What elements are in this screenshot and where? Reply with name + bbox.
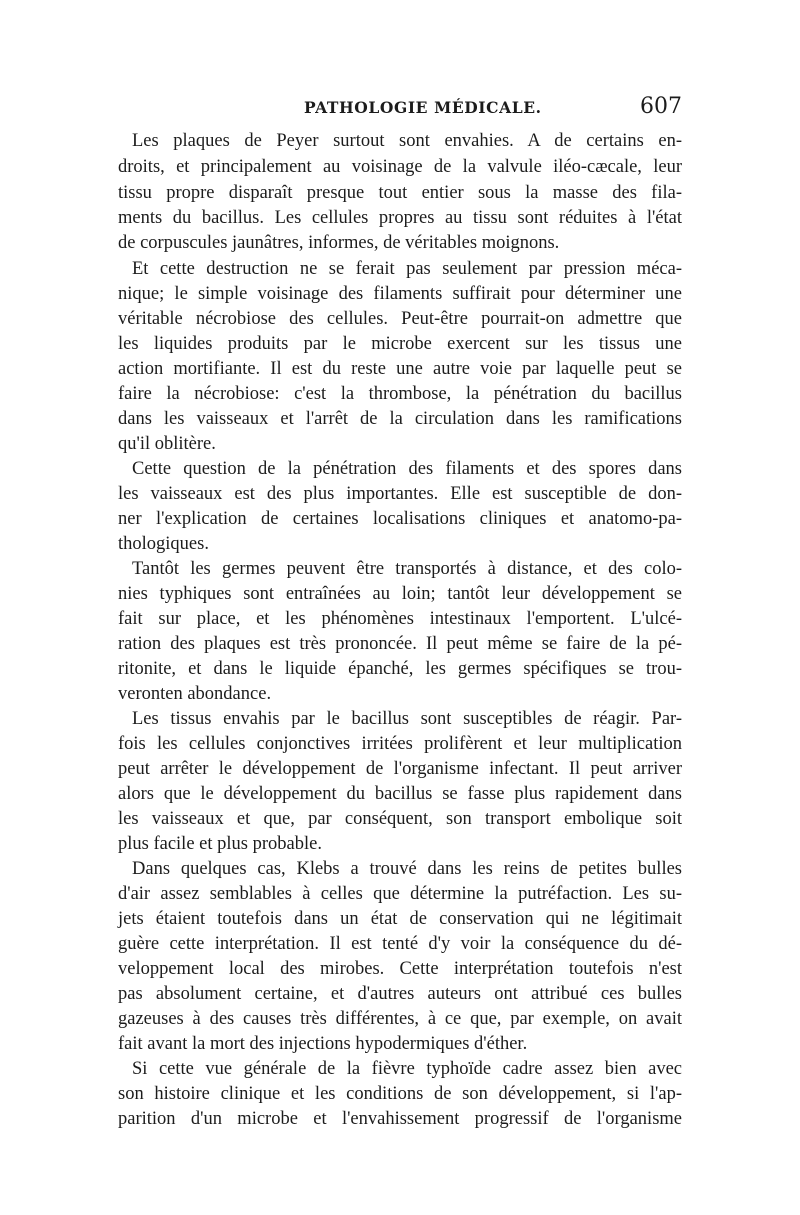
running-header: [116, 94, 682, 124]
text-line: de corpuscules jaunâtres, informes, de véritables moignons.: [118, 233, 560, 253]
text-line: veronten abondance.: [118, 684, 272, 704]
text-line: Cette question de la pénétration des filaments et des spores dans: [132, 459, 682, 479]
text-line: Les tissus envahis par le bacillus sont susceptibles de réagir. Par-: [132, 709, 682, 729]
header-title: PATHOLOGIE MÉDICALE.: [304, 98, 542, 117]
text-line: Si cette vue générale de la fièvre typhoïde cadre assez bien avec: [132, 1059, 682, 1079]
text-line: dans les vaisseaux et l'arrêt de la circulation dans les ramifications: [118, 409, 682, 429]
text-line: Dans quelques cas, Klebs a trouvé dans les reins de petites bulles: [132, 859, 682, 879]
text-line: droits, et principalement au voisinage de la valvule iléo-cæcale, leur: [118, 157, 682, 177]
text-line: nique; le simple voisinage des filaments suffirait pour déterminer une: [118, 284, 682, 304]
text-line: peut arrêter le développement de l'organisme infectant. Il peut arriver: [118, 759, 682, 779]
text-line: parition d'un microbe et l'envahissement progressif de l'organisme: [118, 1109, 682, 1129]
text-line: fait sur place, et les phénomènes intestinaux l'emportent. L'ulcé-: [118, 609, 682, 629]
text-line: les vaisseaux et que, par conséquent, son transport embolique soit: [118, 809, 682, 829]
page-number: 607: [640, 94, 682, 119]
text-line: véritable nécrobiose des cellules. Peut-être pourrait-on admettre que: [118, 309, 682, 329]
text-line: action mortifiante. Il est du reste une autre voie par laquelle peut se: [118, 359, 682, 379]
text-line: les vaisseaux est des plus importantes. Elle est susceptible de don-: [118, 484, 682, 504]
text-line: alors que le développement du bacillus se fasse plus rapidement dans: [118, 784, 682, 804]
text-line: ritonite, et dans le liquide épanché, les germes spécifiques se trou-: [118, 659, 682, 679]
text-line: tissu propre disparaît presque tout entier sous la masse des fila-: [118, 183, 682, 203]
text-line: les liquides produits par le microbe exercent sur les tissus une: [118, 334, 682, 354]
text-line: qu'il oblitère.: [118, 434, 216, 454]
text-line: guère cette interprétation. Il est tenté d'y voir la conséquence du dé-: [118, 934, 682, 954]
text-line: fois les cellules conjonctives irritées prolifèrent et leur multiplication: [118, 734, 682, 754]
text-line: Les plaques de Peyer surtout sont envahies. A de certains en-: [132, 131, 682, 151]
text-line: veloppement local des mirobes. Cette interprétation toutefois n'est: [118, 959, 682, 979]
text-line: Et cette destruction ne se ferait pas seulement par pression méca-: [132, 259, 682, 279]
text-line: faire la nécrobiose: c'est la thrombose, la pénétration du bacillus: [118, 384, 682, 404]
text-line: son histoire clinique et les conditions de son développement, si l'ap-: [118, 1084, 682, 1104]
text-line: ments du bacillus. Les cellules propres au tissu sont réduites à l'état: [118, 208, 682, 228]
text-line: ration des plaques est très prononcée. Il peut même se faire de la pé-: [118, 634, 682, 654]
text-line: d'air assez semblables à celles que détermine la putréfaction. Les su-: [118, 884, 682, 904]
text-line: pas absolument certaine, et d'autres auteurs ont attribué ces bulles: [118, 984, 682, 1004]
text-line: fait avant la mort des injections hypodermiques d'éther.: [118, 1034, 528, 1054]
text-line: thologiques.: [118, 534, 209, 554]
text-line: jets étaient toutefois dans un état de conservation qui ne légitimait: [118, 909, 682, 929]
text-line: Tantôt les germes peuvent être transportés à distance, et des colo-: [132, 559, 682, 579]
text-line: gazeuses à des causes très différentes, à ce que, par exemple, on avait: [118, 1009, 682, 1029]
text-line: ner l'explication de certaines localisations cliniques et anatomo-pa-: [118, 509, 682, 529]
text-line: plus facile et plus probable.: [118, 834, 322, 854]
text-line: nies typhiques sont entraînées au loin; tantôt leur développement se: [118, 584, 682, 604]
